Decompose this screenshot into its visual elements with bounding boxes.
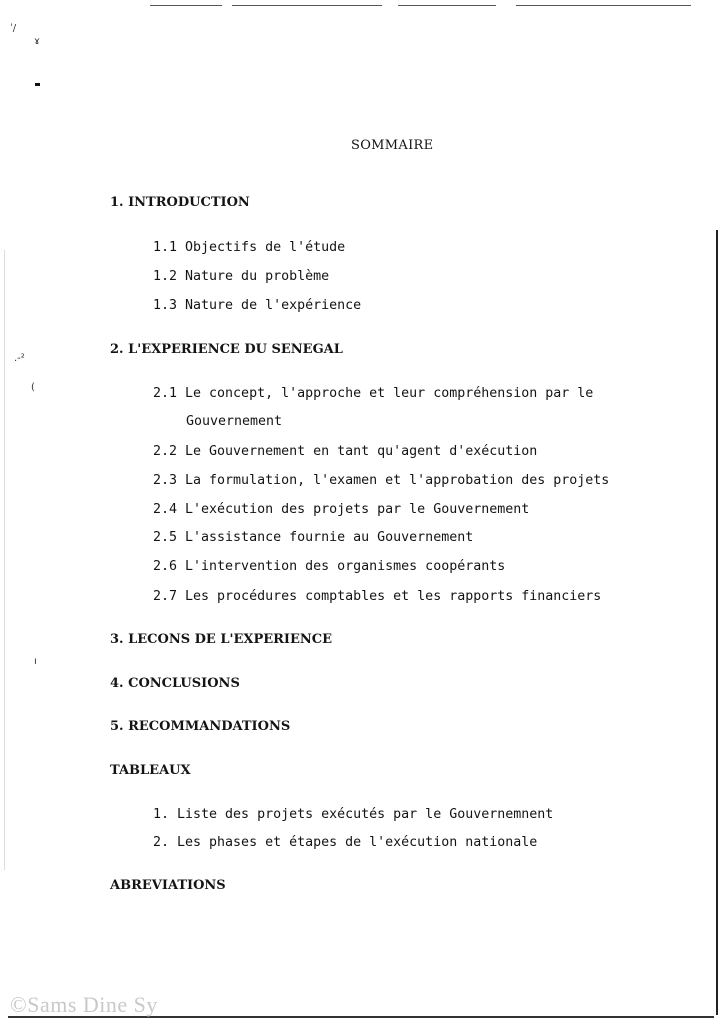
- scan-speck: .-²: [14, 353, 25, 364]
- section-heading: 1. INTRODUCTION: [110, 195, 250, 210]
- scan-speck: ı: [34, 656, 37, 667]
- scan-speck: (: [31, 382, 35, 393]
- scan-edge-line: [398, 5, 496, 6]
- scan-left-edge: [4, 250, 5, 870]
- toc-item-continuation: Gouvernement: [186, 414, 283, 429]
- scan-speck: ˈ/: [10, 23, 17, 34]
- scan-edge-line: [516, 5, 691, 6]
- toc-item: 1.3 Nature de l'expérience: [153, 298, 362, 313]
- scan-edge-line: [232, 5, 382, 6]
- toc-item: 2. Les phases et étapes de l'exécution nationale: [153, 835, 538, 850]
- toc-item: 2.1 Le concept, l'approche et leur compréhension par le: [153, 386, 594, 401]
- toc-item: 1.1 Objectifs de l'étude: [153, 240, 346, 255]
- toc-item: 2.3 La formulation, l'examen et l'approbation des projets: [153, 473, 610, 488]
- toc-item: 2.7 Les procédures comptables et les rapports financiers: [153, 589, 602, 604]
- toc-item: 2.5 L'assistance fournie au Gouvernement: [153, 530, 474, 545]
- toc-item: 1. Liste des projets exécutés par le Gouvernemnent: [153, 807, 554, 822]
- section-heading: ABREVIATIONS: [110, 878, 226, 893]
- toc-item: 2.2 Le Gouvernement en tant qu'agent d'exécution: [153, 444, 538, 459]
- section-heading: 5. RECOMMANDATIONS: [110, 719, 291, 734]
- copyright-watermark: ©Sams Dine Sy: [10, 992, 158, 1017]
- section-heading: 3. LECONS DE L'EXPERIENCE: [110, 632, 333, 647]
- toc-item: 1.2 Nature du problème: [153, 269, 330, 284]
- scan-speck: ɤ: [34, 36, 40, 47]
- section-heading: 2. L'EXPERIENCE DU SENEGAL: [110, 342, 343, 357]
- scan-right-edge: [716, 230, 718, 1015]
- page-title: SOMMAIRE: [351, 138, 434, 153]
- scan-edge-line: [150, 5, 222, 6]
- toc-item: 2.6 L'intervention des organismes coopérants: [153, 559, 506, 574]
- section-heading: 4. CONCLUSIONS: [110, 676, 240, 691]
- section-heading: TABLEAUX: [110, 763, 191, 778]
- toc-item: 2.4 L'exécution des projets par le Gouvernement: [153, 502, 530, 517]
- scan-speck: [35, 83, 40, 86]
